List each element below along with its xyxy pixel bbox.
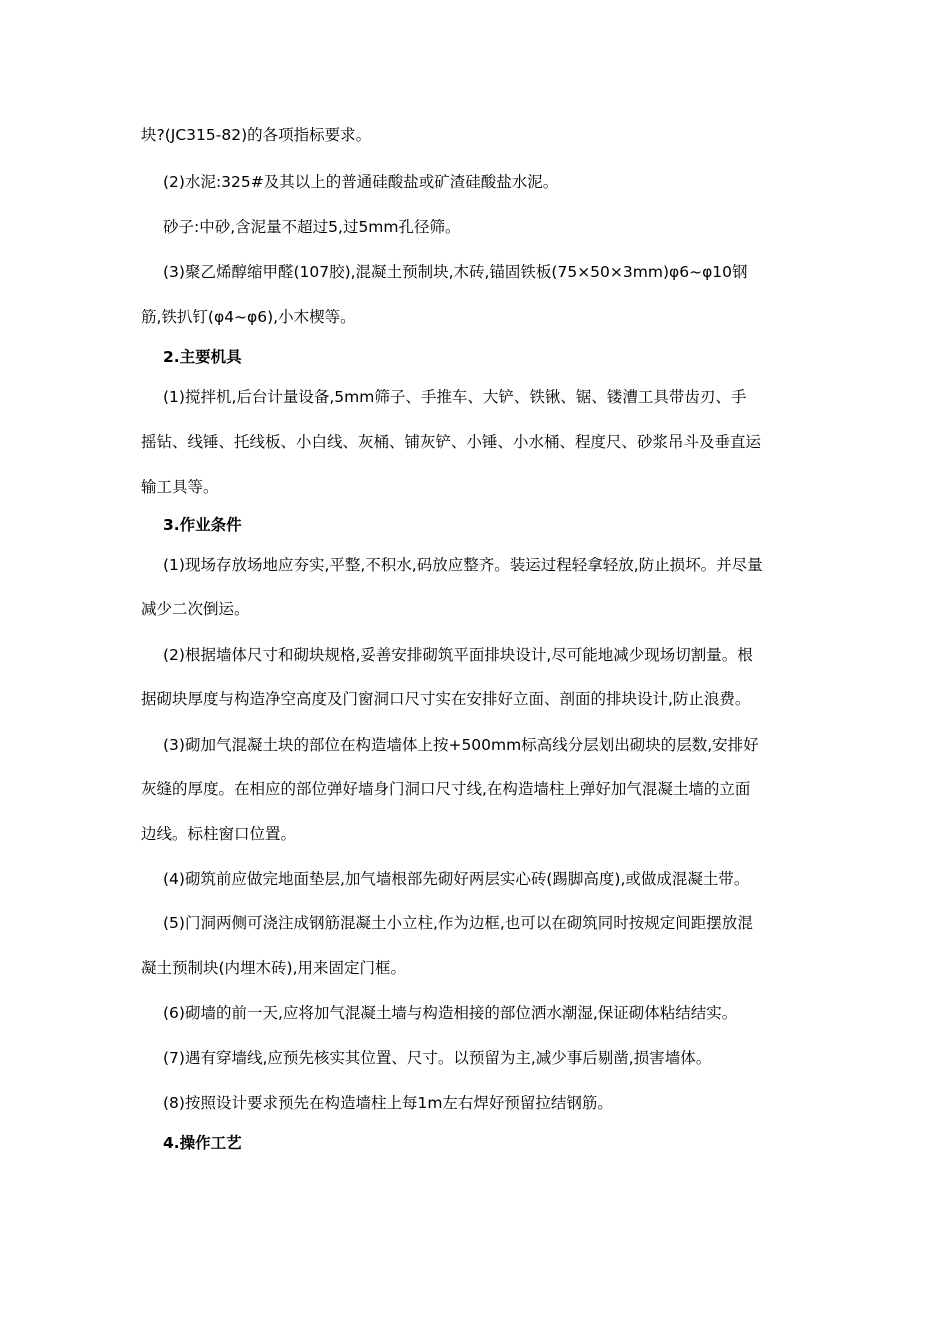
section-heading: 4.操作工艺	[163, 1134, 242, 1152]
paragraph-line: (2)水泥:325#及其以上的普通硅酸盐或矿渣硅酸盐水泥。	[163, 173, 559, 191]
paragraph-line: 砂子:中砂,含泥量不超过5,过5mm孔径筛。	[163, 218, 461, 236]
paragraph-line: 减少二次倒运。	[141, 600, 250, 618]
paragraph-line: (1)搅拌机,后台计量设备,5mm筛子、手推车、大铲、铁锹、锯、镂漕工具带齿刃、手	[163, 388, 747, 406]
paragraph-line: 灰缝的厚度。在相应的部位弹好墙身门洞口尺寸线,在构造墙柱上弹好加气混凝土墙的立面	[141, 780, 751, 798]
paragraph-line: 边线。标柱窗口位置。	[141, 825, 297, 843]
paragraph-line: 输工具等。	[141, 478, 219, 496]
paragraph-line: (3)聚乙烯醇缩甲醛(107胶),混凝土预制块,木砖,锚固铁板(75×50×3mm)φ6~φ10钢	[163, 263, 748, 281]
paragraph-line: (3)砌加气混凝土块的部位在构造墙体上按+500mm标高线分层划出砌块的层数,安排好	[163, 736, 759, 754]
paragraph-line: 块?(JC315-82)的各项指标要求。	[141, 126, 372, 144]
paragraph-line: (1)现场存放场地应夯实,平整,不积水,码放应整齐。装运过程轻拿轻放,防止损坏。并尽量	[163, 556, 763, 574]
paragraph-line: 筋,铁扒钉(φ4~φ6),小木楔等。	[141, 308, 356, 326]
paragraph-line: (7)遇有穿墙线,应预先核实其位置、尺寸。以预留为主,减少事后剔凿,损害墙体。	[163, 1049, 712, 1067]
paragraph-line: (6)砌墙的前一天,应将加气混凝土墙与构造相接的部位洒水潮湿,保证砌体粘结结实。	[163, 1004, 738, 1022]
paragraph-line: 凝土预制块(内埋木砖),用来固定门框。	[141, 959, 407, 977]
paragraph-line: (4)砌筑前应做完地面垫层,加气墙根部先砌好两层实心砖(踢脚高度),或做成混凝土带。	[163, 870, 750, 888]
section-heading: 3.作业条件	[163, 516, 242, 534]
paragraph-line: 据砌块厚度与构造净空高度及门窗洞口尺寸实在安排好立面、剖面的排块设计,防止浪费。	[141, 690, 751, 708]
section-heading: 2.主要机具	[163, 348, 242, 366]
paragraph-line: (8)按照设计要求预先在构造墙柱上每1m左右焊好预留拉结钢筋。	[163, 1094, 613, 1112]
paragraph-line: 摇钻、线锤、托线板、小白线、灰桶、铺灰铲、小锤、小水桶、程度尺、砂浆吊斗及垂直运	[141, 433, 762, 451]
paragraph-line: (5)门洞两侧可浇注成钢筋混凝土小立柱,作为边框,也可以在砌筑同时按规定间距摆放混	[163, 914, 753, 932]
paragraph-line: (2)根据墙体尺寸和砌块规格,妥善安排砌筑平面排块设计,尽可能地减少现场切割量。根	[163, 646, 753, 664]
